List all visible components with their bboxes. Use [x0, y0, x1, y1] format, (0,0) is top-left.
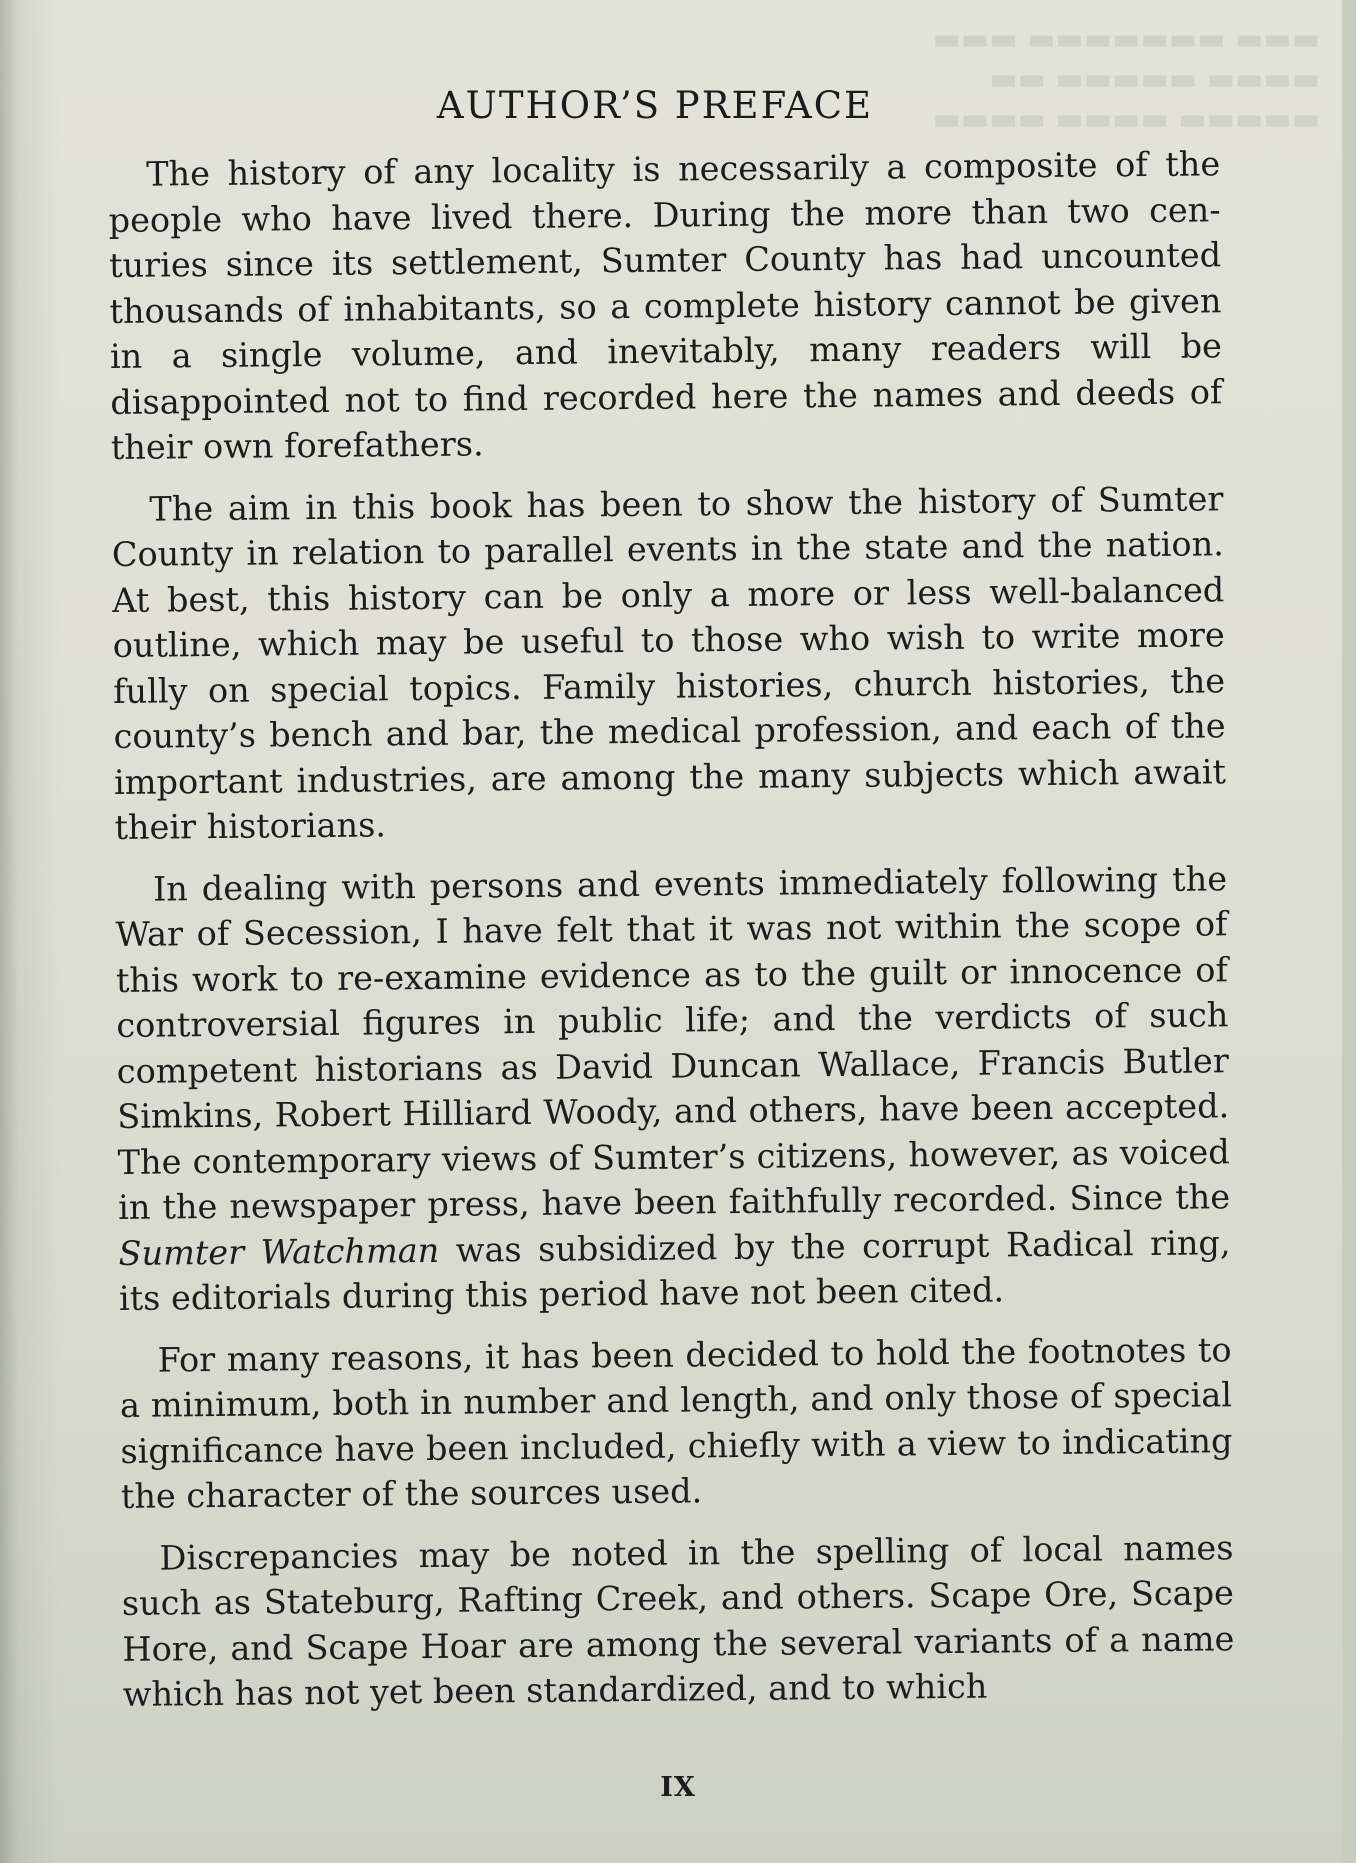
paragraph-3-part-2: was subsidized by the corrupt Radical ring, its editorials during this period have not been cited. — [118, 1222, 1231, 1318]
paragraph-2: The aim in this book has been to show the history of Sumter County in relation to parallel events in the state and the nation. At best, this history can be only a more or less well-balanced outline, which may be useful to those who wish to write more fully on special topics. Family histories, church histories, the county’s bench and bar, the medical profession, and each of the important industries, are among the many subjects which await their historians. — [111, 478, 1227, 847]
paragraph-3 — [115, 856, 1231, 1322]
paragraph-5: Discrepancies may be noted in the spelling of local names such as Stateburg, Rafting Creek, and others. Scape Ore, Scape Hore, and Scape Hoar are among the several variants of a name which has not yet been standardized, and to which — [121, 1527, 1235, 1714]
page-title: AUTHOR’S PREFACE — [436, 84, 874, 127]
page-number: IX — [660, 1772, 696, 1803]
paragraph-4: For many reasons, it has been decided to hold the footnotes to a minimum, both in number and length, and only those of special significance have been included, chiefly with a view to indicating the character of the sources used. — [119, 1329, 1233, 1516]
newspaper-title: Sumter Watchman — [118, 1230, 440, 1273]
preface-body — [108, 141, 1235, 1733]
paragraph-1: The history of any locality is necessarily a composite of the people who have lived there. During the more than two centuries since its settlement, Sumter County has had uncounted thousands of inhabitants, so a complete history cannot be given in a single volume, and inevitably, many readers will be disappointed not to find recorded here the names and deeds of their own forefathers. — [108, 144, 1223, 467]
show-through-text: ▬▬▬ ▬▬▬▬▬▬▬ ▬▬▬ ▬▬▬▬ ▬▬▬▬▬ ▬▬ ▬▬▬▬▬ ▬▬▬▬ ▬▬▬▬ — [932, 22, 1320, 137]
paragraph-3-part-1: In dealing with persons and events immediately following the War of Secession, I have felt that it was not within the scope of this work to re-examine evidence as to the guilt or innocence of controversial figures in public life; and the verdicts of such competent historians as David Duncan Wallace, Francis Butler Simkins, Robert Hilliard Woody, and others, have been accepted. The contemporary views of Sumter’s citizens, however, as voiced in the newspaper press, have been faithfully recorded. Since the — [115, 858, 1231, 1227]
